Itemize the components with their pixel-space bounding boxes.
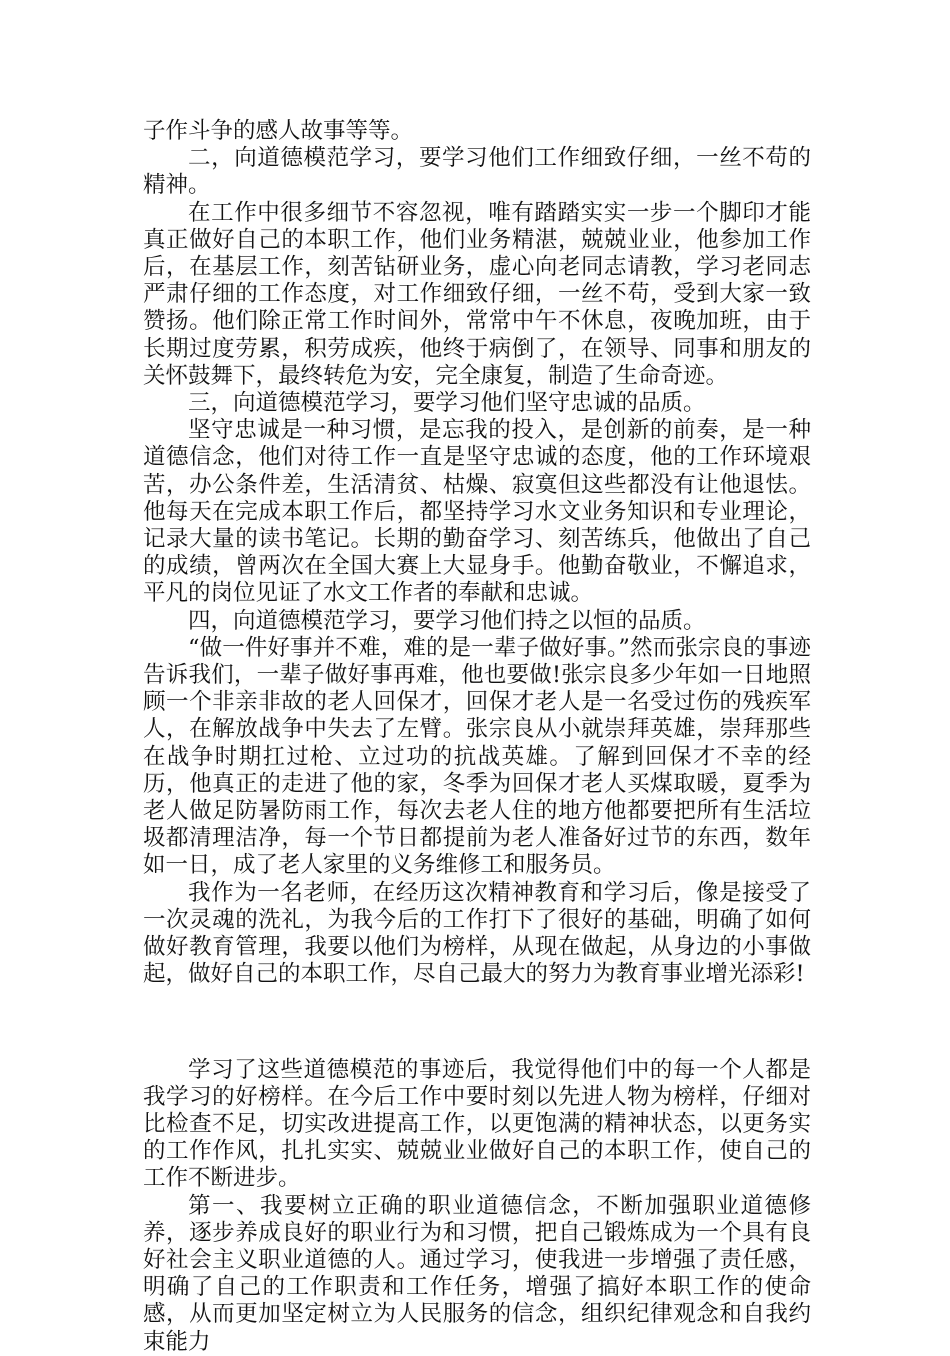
paragraph: 我作为一名老师，在经历这次精神教育和学习后，像是接受了一次灵魂的洗礼，为我今后的工作打下了很好的基础，明确了如何做好教育管理，我要以他们为榜样，从现在做起，从身边的小事做起，做好自己的本职工作，尽自己最大的努力为教育事业增光添彩! xyxy=(143,879,811,988)
paragraph: “做一件好事并不难，难的是一辈子做好事。”然而张宗良的事迹告诉我们，一辈子做好事再难，他也要做!张宗良多少年如一日地照顾一个非亲非故的老人回保才，回保才老人是一名受过伤的残疾军人，在解放战争中失去了左臂。张宗良从小就崇拜英雄，崇拜那些在战争时期扛过枪、立过功的抗战英雄。了解到回保才不幸的经历，他真正的走进了他的家，冬季为回保才老人买煤取暖，夏季为老人做足防暑防雨工作，每次去老人住的地方他都要把所有生活垃圾都清理洁净，每一个节日都提前为老人准备好过节的东西，数年如一日，成了老人家里的义务维修工和服务员。 xyxy=(143,634,811,879)
paragraph: 四，向道德模范学习，要学习他们持之以恒的品质。 xyxy=(188,607,706,634)
paragraph: 三，向道德模范学习，要学习他们坚守忠诚的品质。 xyxy=(188,390,706,417)
section-gap xyxy=(143,989,811,1057)
paragraph: 第一、我要树立正确的职业道德信念，不断加强职业道德修养，逐步养成良好的职业行为和习惯，把自己锻炼成为一个具有良好社会主义职业道德的人。通过学习，使我进一步增强了责任感，明确了自己的工作职责和工作任务，增强了搞好本职工作的使命感，从而更加坚定树立为人民服务的信念，组织纪律观念和自我约束能力 xyxy=(143,1192,811,1355)
section-one xyxy=(143,118,811,989)
paragraph: 二，向道德模范学习，要学习他们工作细致仔细，一丝不苟的精神。 xyxy=(143,145,811,199)
section-two xyxy=(143,1057,811,1356)
paragraph: 在工作中很多细节不容忽视，唯有踏踏实实一步一个脚印才能真正做好自己的本职工作，他们业务精湛，兢兢业业，他参加工作后，在基层工作，刻苦钻研业务，虚心向老同志请教，学习老同志严肃仔细的工作态度，对工作细致仔细，一丝不苟，受到大家一致赞扬。他们除正常工作时间外，常常中午不休息，夜晚加班，由于长期过度劳累，积劳成疾，他终于病倒了，在领导、同事和朋友的关怀鼓舞下，最终转危为安，完全康复，制造了生命奇迹。 xyxy=(143,199,811,389)
paragraph: 坚守忠诚是一种习惯，是忘我的投入，是创新的前奏，是一种道德信念，他们对待工作一直是坚守忠诚的态度，他的工作环境艰苦，办公条件差，生活清贫、枯燥、寂寞但这些都没有让他退怯。他每天在完成本职工作后，都坚持学习水文业务知识和专业理论，记录大量的读书笔记。长期的勤奋学习、刻苦练兵，他做出了自己的成绩，曾两次在全国大赛上大显身手。他勤奋敬业，不懈追求，平凡的岗位见证了水文工作者的奉献和忠诚。 xyxy=(143,417,811,607)
document-body xyxy=(143,118,811,1356)
paragraph: 学习了这些道德模范的事迹后，我觉得他们中的每一个人都是我学习的好榜样。在今后工作中要时刻以先进人物为榜样，仔细对比检查不足，切实改进提高工作，以更饱满的精神状态，以更务实的工作作风，扎扎实实、兢兢业业做好自己的本职工作，使自己的工作不断进步。 xyxy=(143,1056,811,1192)
paragraph: 子作斗争的感人故事等等。 xyxy=(143,118,414,144)
